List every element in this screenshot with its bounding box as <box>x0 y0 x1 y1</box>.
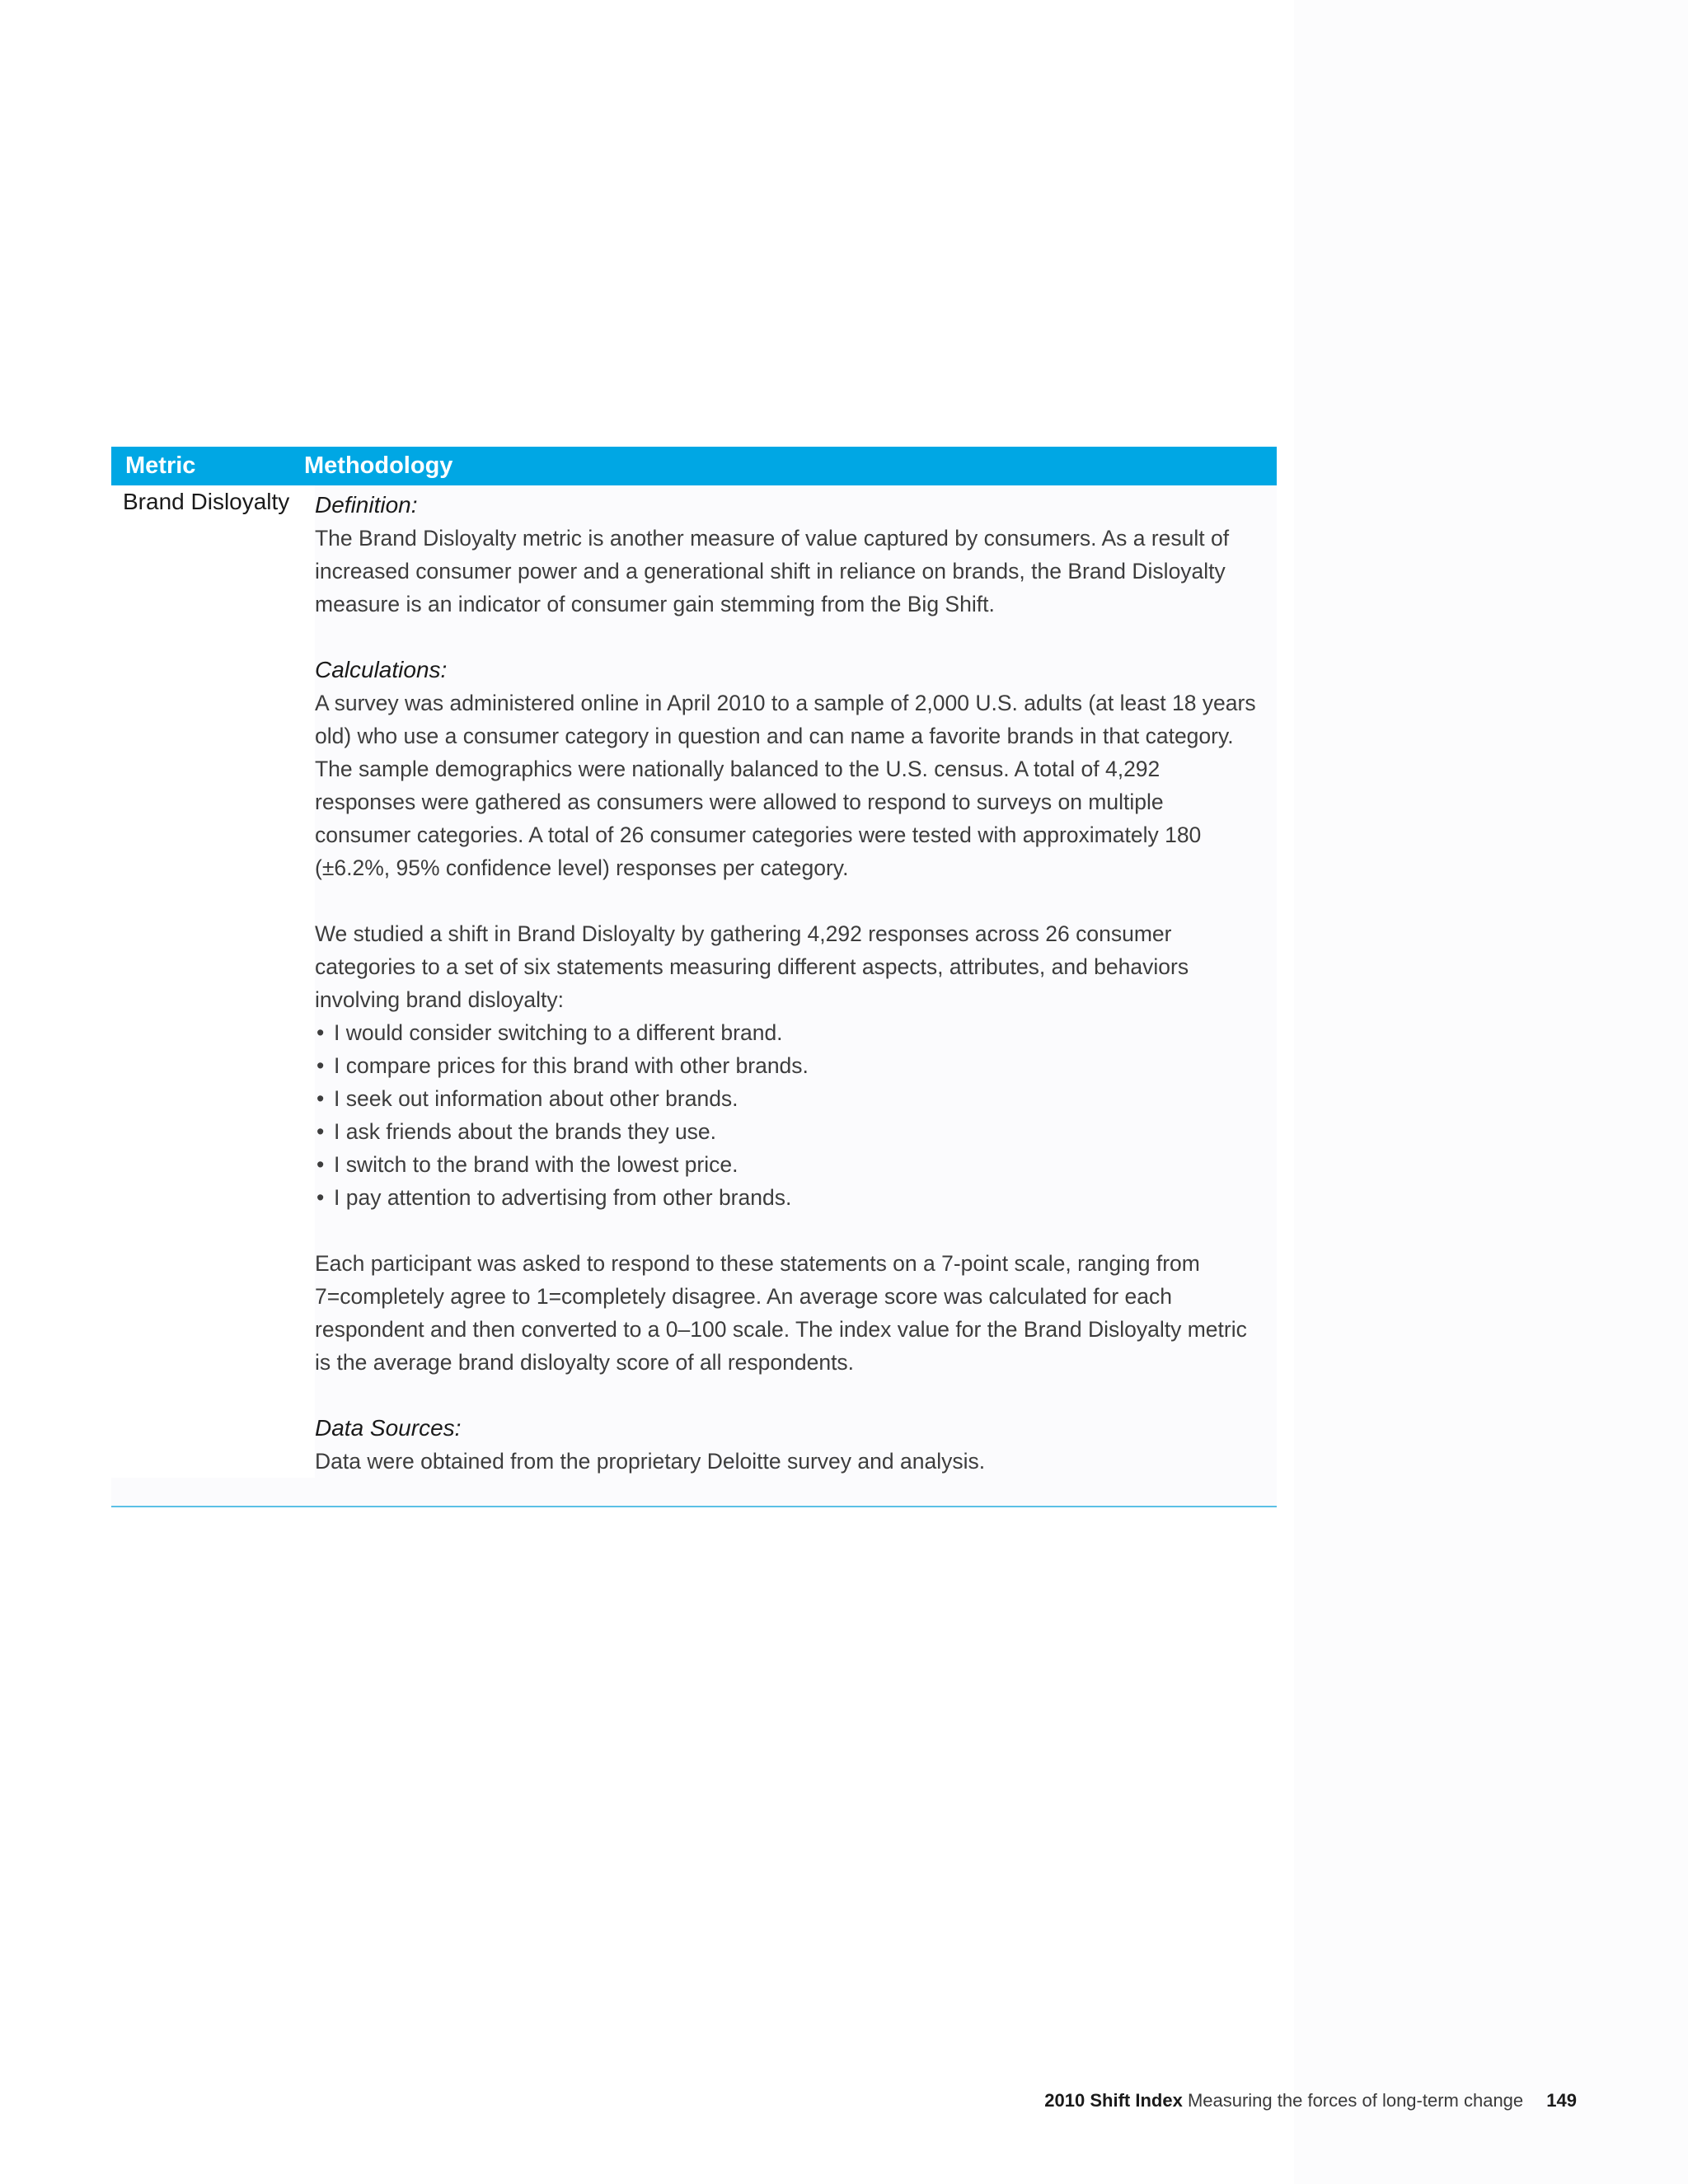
data-sources-heading: Data Sources: <box>315 1415 462 1441</box>
definition-heading: Definition: <box>315 492 418 518</box>
list-item: • I seek out information about other brands. <box>315 1082 1260 1115</box>
bullet-icon: • <box>316 1020 325 1045</box>
methodology-cell <box>315 485 1277 1478</box>
bullet-icon: • <box>316 1086 325 1111</box>
section-gap <box>315 1379 1260 1412</box>
methodology-table <box>111 447 1277 1507</box>
list-item: • I ask friends about the brands they use. <box>315 1115 1260 1148</box>
section-gap <box>315 884 1260 917</box>
calculations-heading: Calculations: <box>315 657 448 682</box>
bullet-icon: • <box>316 1053 325 1078</box>
page-number: 149 <box>1546 2090 1577 2111</box>
section-gap <box>315 621 1260 654</box>
metric-name: Brand Disloyalty <box>111 485 315 1478</box>
list-item: • I switch to the brand with the lowest price. <box>315 1148 1260 1181</box>
list-item: • I compare prices for this brand with other brands. <box>315 1049 1260 1082</box>
calculations-paragraph-2: We studied a shift in Brand Disloyalty by gathering 4,292 responses across 26 consumer categories to a set of six statements measuring different aspects, attributes, and behaviors involving brand disloyalty: <box>315 921 1189 1012</box>
table-header <box>111 447 1277 485</box>
calculations-paragraph-1: A survey was administered online in April 2010 to a sample of 2,000 U.S. adults (at least 18 years old) who use a consumer category in question and can name a favorite brands in that category. The sample demographics were nationally balanced to the U.S. census. A total of 4,292 responses were gathered as consumers were allowed to respond to surveys on multiple consumer categories. A total of 26 consumer categories were tested with approximately 180 (±6.2%, 95% confidence level) responses per category. <box>315 691 1256 880</box>
section-gap <box>315 1214 1260 1247</box>
bullet-icon: • <box>316 1185 325 1210</box>
header-methodology: Methodology <box>304 452 453 479</box>
page-footer <box>1044 2090 1577 2111</box>
data-sources-text: Data were obtained from the proprietary Deloitte survey and analysis. <box>315 1449 986 1474</box>
header-metric: Metric <box>125 452 196 479</box>
list-item: • I would consider switching to a different brand. <box>315 1016 1260 1049</box>
footer-title: 2010 Shift Index <box>1044 2090 1183 2111</box>
calculations-paragraph-3: Each participant was asked to respond to these statements on a 7-point scale, ranging from 7=completely agree to 1=completely disagree. An average score was calculated for each respondent and then converted to a 0–100 scale. The index value for the Brand Disloyalty metric is the average brand disloyalty score of all respondents. <box>315 1251 1247 1375</box>
page-margin-tint <box>1294 0 1688 2184</box>
definition-text: The Brand Disloyalty metric is another measure of value captured by consumers. As a result of increased consumer power and a generational shift in reliance on brands, the Brand Disloyalty measure is an indicator of consumer gain stemming from the Big Shift. <box>315 526 1230 616</box>
footer-subtitle: Measuring the forces of long-term change <box>1187 2090 1524 2111</box>
statement-list <box>315 1016 1260 1214</box>
list-item: • I pay attention to advertising from other brands. <box>315 1181 1260 1214</box>
bullet-icon: • <box>316 1119 325 1144</box>
table-row <box>111 485 1277 1507</box>
bullet-icon: • <box>316 1152 325 1177</box>
